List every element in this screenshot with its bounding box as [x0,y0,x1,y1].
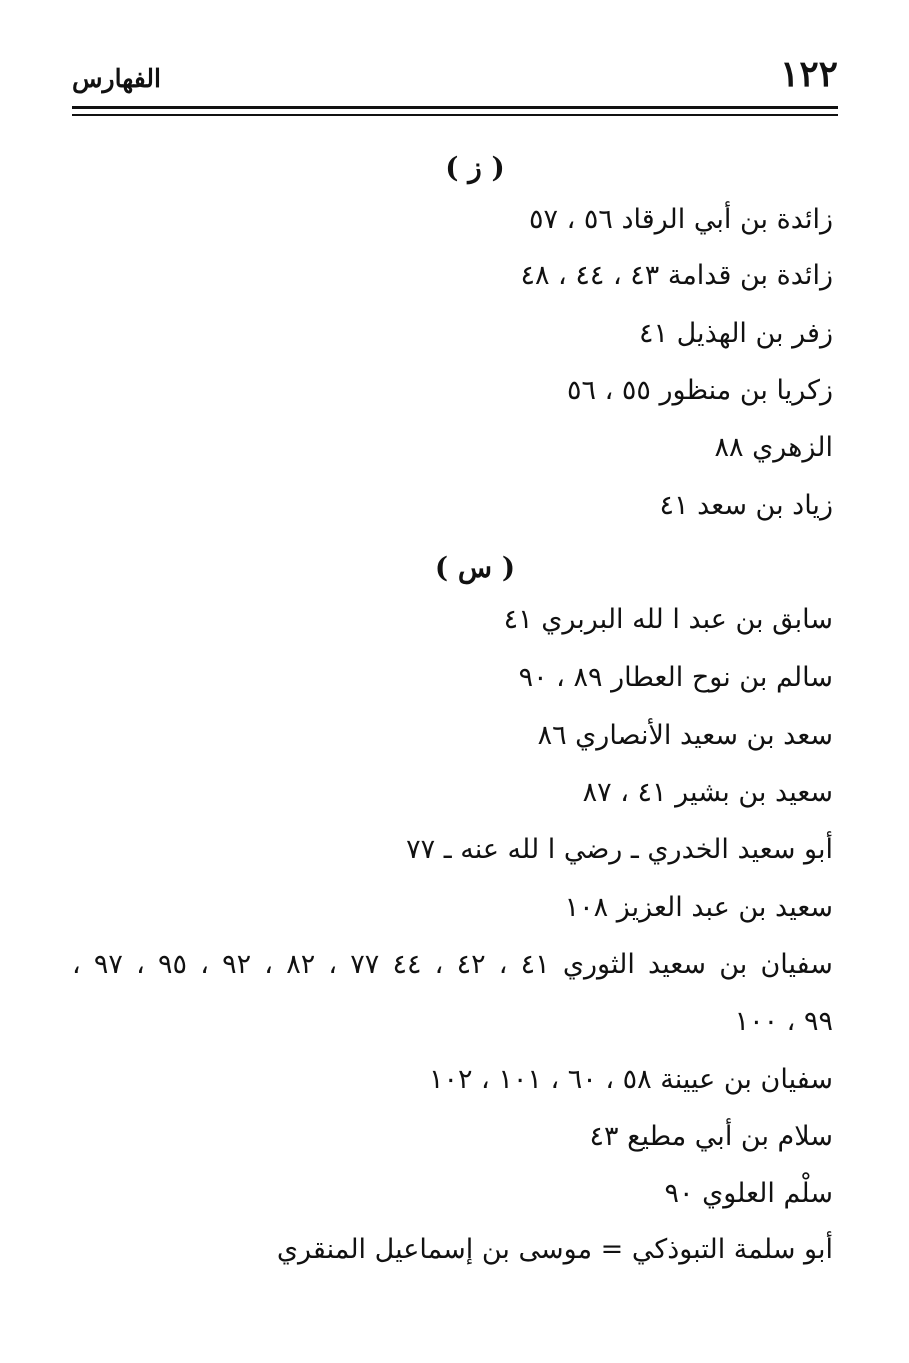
index-entry: زفر بن الهذيل ٤١ [639,318,833,349]
index-entry: سلام بن أبي مطيع ٤٣ [589,1121,833,1152]
index-entry: سابق بن عبد ا لله البربري ٤١ [503,604,833,635]
index-entry: زياد بن سعد ٤١ [659,490,833,521]
header-rule-thin [72,114,838,116]
index-entry: سلْم العلوي ٩٠ [664,1178,833,1209]
index-entry: سعيد بن عبد العزيز ١٠٨ [564,892,833,923]
index-entry: زائدة بن أبي الرقاد ٥٦ ، ٥٧ [529,204,833,235]
index-entry: زائدة بن قدامة ٤٣ ، ٤٤ ، ٤٨ [520,260,833,291]
header-rule-thick [72,106,838,109]
page-number: ١٢٢ [779,53,838,95]
index-entry: سعد بن سعيد الأنصاري ٨٦ [537,720,833,751]
index-entry: سفيان بن سعيد الثوري ٤١ ، ٤٢ ، ٤٤ ٧٧ ، ٨٢ ، ٩٢ ، ٩٥ ، ٩٧ ، [72,949,833,980]
index-entry: أبو سعيد الخدري ـ رضي ا لله عنه ـ ٧٧ [406,834,833,865]
index-entry: سفيان بن عيينة ٥٨ ، ٦٠ ، ١٠١ ، ١٠٢ [428,1064,833,1095]
index-entry: سالم بن نوح العطار ٨٩ ، ٩٠ [518,662,833,693]
section-heading-zay: ( ز ) [445,151,505,184]
index-entry-cross-reference: أبو سلمة التبوذكي = موسى بن إسماعيل المنقري [276,1234,833,1265]
index-entry: الزهري ٨٨ [714,432,833,463]
index-entry-continuation: ٩٩ ، ١٠٠ [734,1006,833,1037]
running-title: الفهارس [72,64,161,93]
section-heading-sin: ( س ) [434,551,516,584]
index-entry: زكريا بن منظور ٥٥ ، ٥٦ [566,375,833,406]
index-entry: سعيد بن بشير ٤١ ، ٨٧ [582,777,833,808]
